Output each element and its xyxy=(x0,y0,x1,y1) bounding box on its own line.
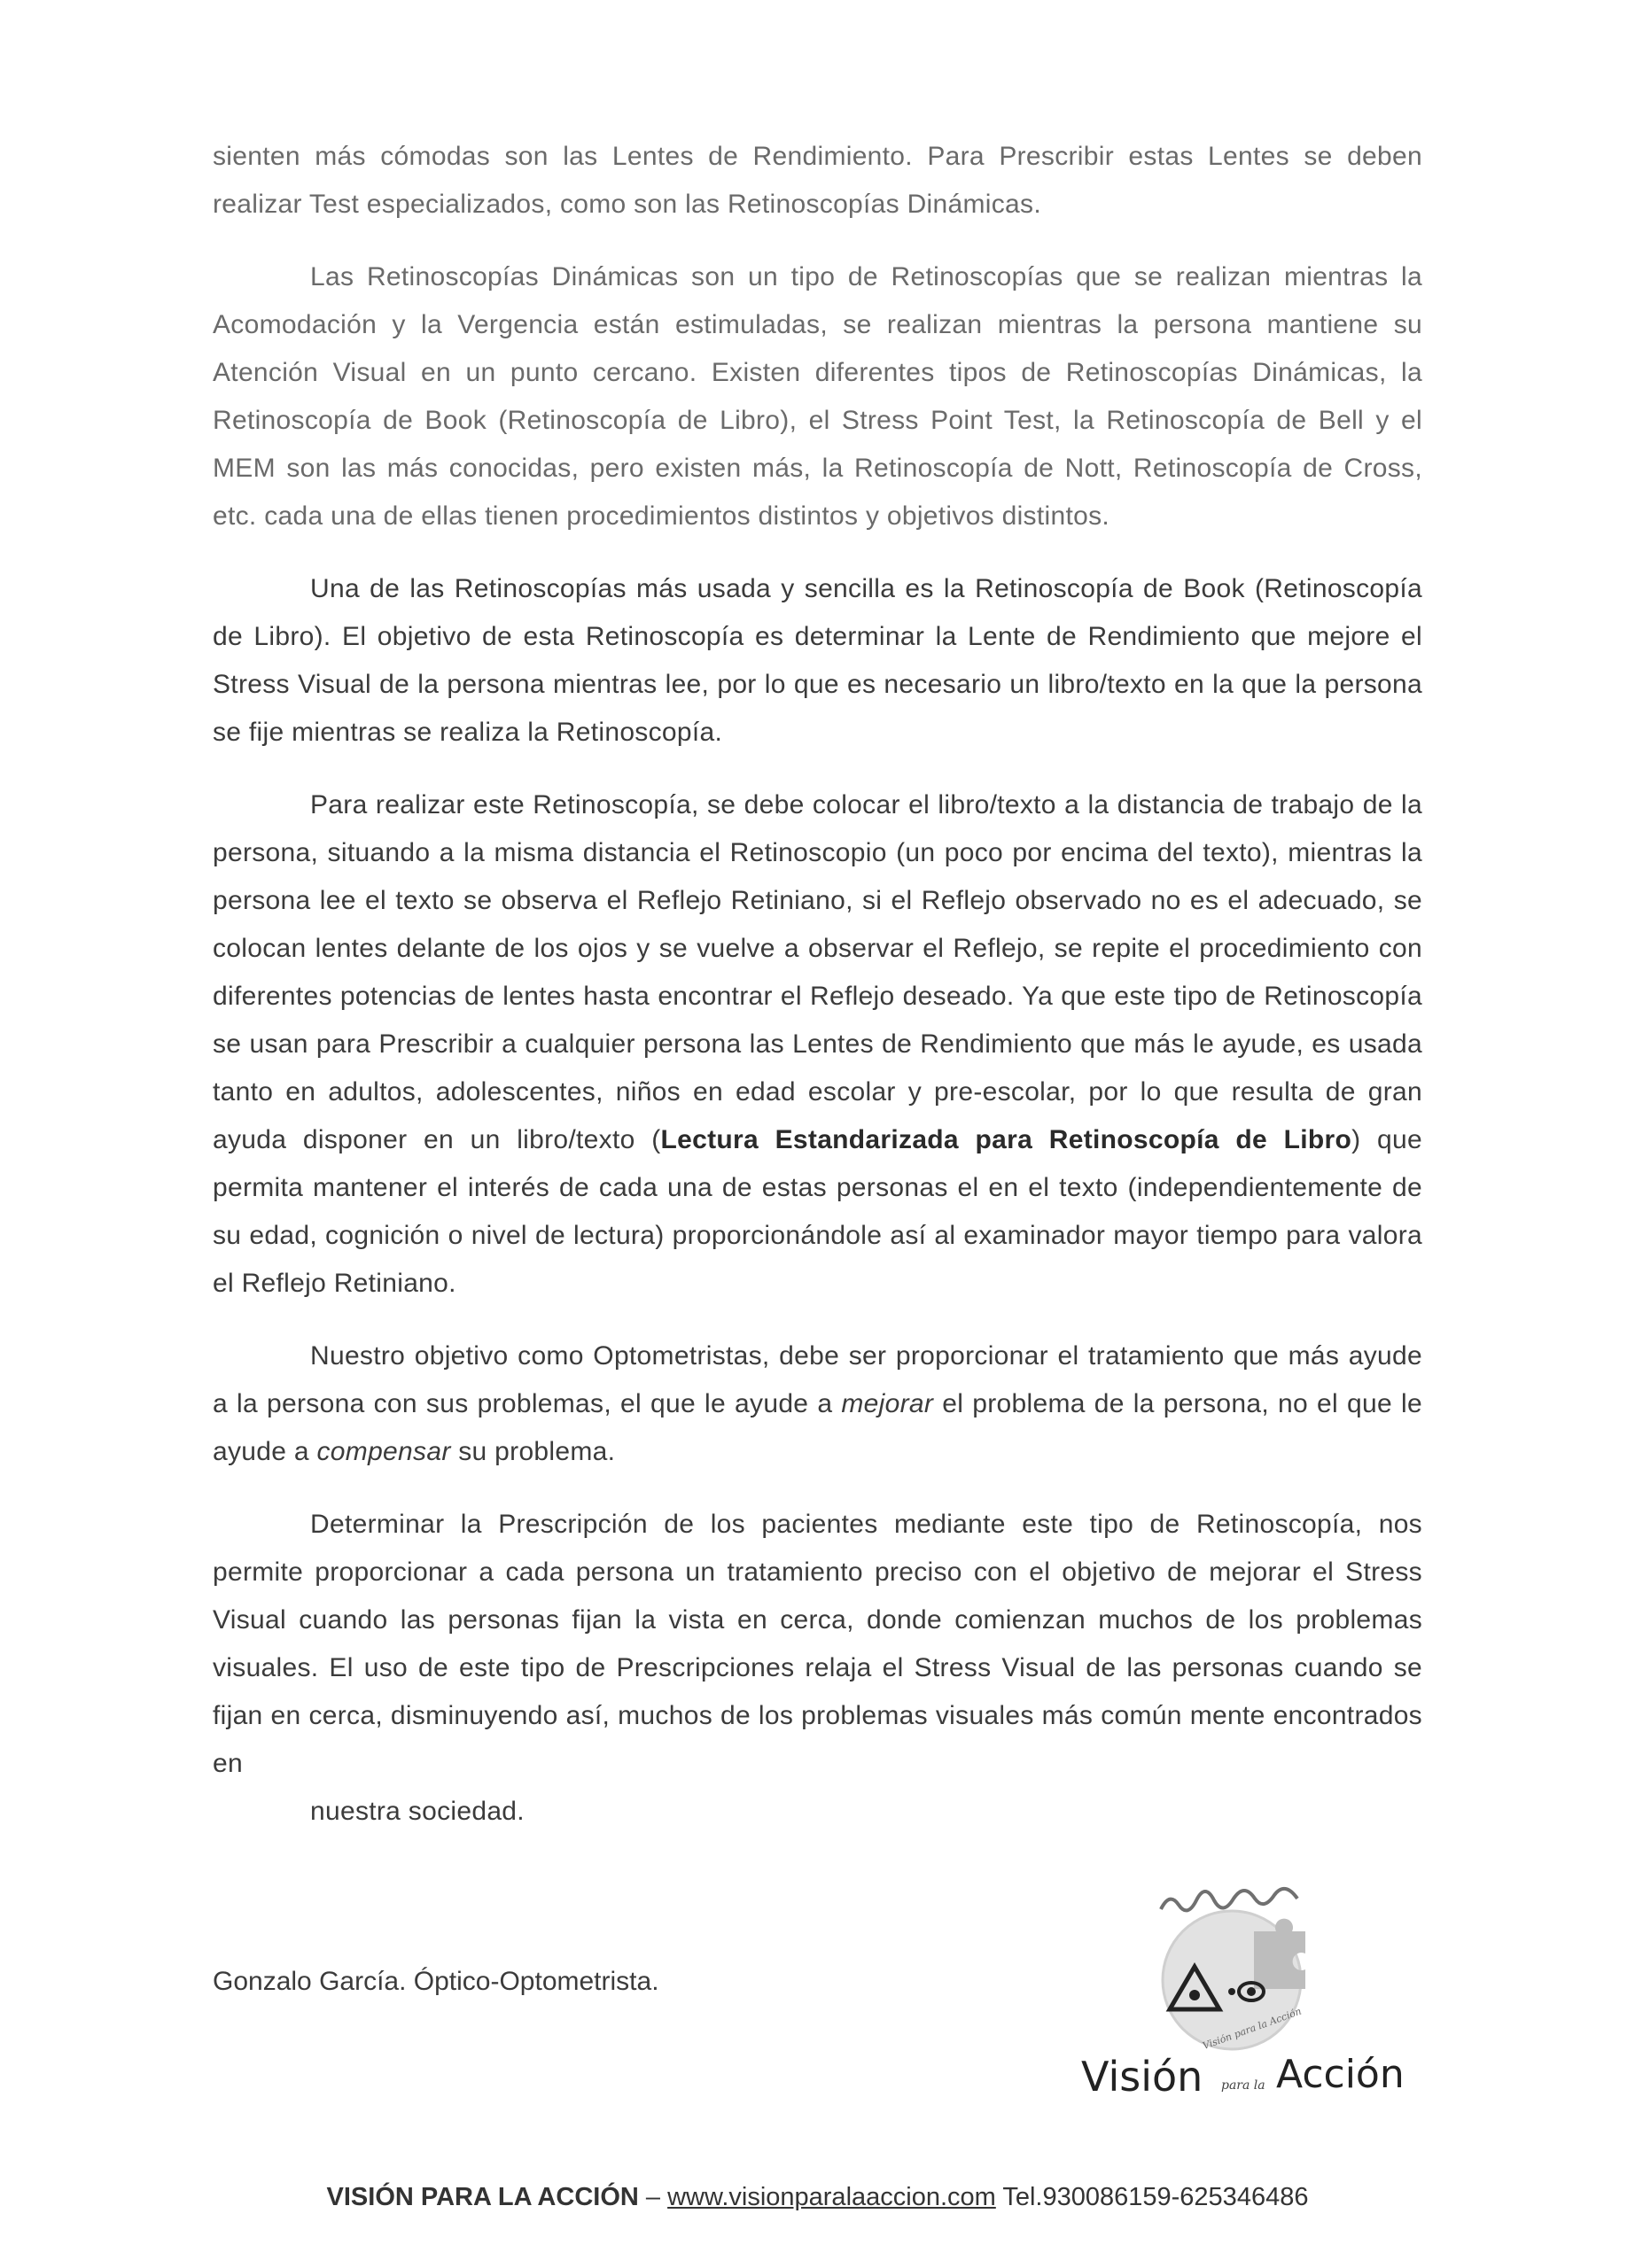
paragraph-6-text: Determinar la Prescripción de los pacientes mediante este tipo de Retinoscopía, nos permite proporcionar a cada persona un tratamiento preciso con el objetivo de mejorar el Stress Visual cuando las personas fijan la vista en cerca, donde comienzan muchos de los problemas visuales. El uso de este tipo de Prescripciones relaja el Stress Visual de las personas cuando se fijan en cerca, disminuyendo así, muchos de los problemas visuales más común mente encontrados en xyxy=(213,1510,1422,1778)
footer-website-link[interactable]: www.visionparalaaccion.com xyxy=(667,2183,996,2211)
logo-text-main: Visión xyxy=(1081,2053,1203,2101)
paragraph-4-text-b: ) que permita mantener el interés de cada una de estas personas el en el texto (independientemente de su edad, cognición o nivel de lectura) proporcionándole así al examinador mayor tiempo para valora el Reflejo Retiniano. xyxy=(213,1125,1422,1298)
footer xyxy=(0,2183,1635,2212)
paragraph-6 xyxy=(213,1501,1422,1836)
paragraph-5-text-a: Nuestro objetivo como Optometristas, debe ser proporcionar el tratamiento que más ayude a la persona con sus problemas, el que le ayude a xyxy=(213,1341,1422,1418)
paragraph-4 xyxy=(213,781,1422,1308)
paragraph-5-italic-mejorar: mejorar xyxy=(841,1389,934,1418)
paragraph-5 xyxy=(213,1332,1422,1476)
paragraph-2: Las Retinoscopías Dinámicas son un tipo de Retinoscopías que se realizan mientras la Acomodación y la Vergencia están estimuladas, se realizan mientras la persona mantiene su Atención Visual en un punto cercano. Existen diferentes tipos de Retinoscopías Dinámicas, la Retinoscopía de Book (Retinoscopía de Libro), el Stress Point Test, la Retinoscopía de Bell y el MEM son las más conocidas, pero existen más, la Retinoscopía de Nott, Retinoscopía de Cross, etc. cada una de ellas tienen procedimientos distintos y objetivos distintos. xyxy=(213,262,1422,531)
footer-dash: – xyxy=(645,2183,661,2211)
author-signature: Gonzalo García. Óptico-Optometrista. xyxy=(213,1967,659,1996)
paragraph-4-bold-title: Lectura Estandarizada para Retinoscopía de Libro xyxy=(660,1125,1352,1154)
paragraph-6-end: nuestra sociedad. xyxy=(310,1797,525,1826)
paragraph-3: Una de las Retinoscopías más usada y sencilla es la Retinoscopía de Book (Retinoscopía de Libro). El objetivo de esta Retinoscopía es determinar la Lente de Rendimiento que mejore el Stress Visual de la persona mientras lee, por lo que es necesario un libro/texto en la que la persona se fije mientras se realiza la Retinoscopía. xyxy=(213,574,1422,747)
document-body xyxy=(213,133,1422,1836)
logo-text-end: Acción xyxy=(1276,2052,1405,2097)
paragraph-1: sienten más cómodas son las Lentes de Rendimiento. Para Prescribir estas Lentes se deben realizar Test especializados, como son las Retinoscopías Dinámicas. xyxy=(213,142,1422,219)
paragraph-5-italic-compensar: compensar xyxy=(316,1437,451,1466)
footer-phone: Tel.930086159-625346486 xyxy=(1002,2183,1309,2211)
logo-ring-text: Visión para la Acción xyxy=(1201,2005,1304,2053)
paragraph-5-text-b: el problema de la persona, no el que le ayude a xyxy=(213,1389,1422,1466)
logo-text-small: para la xyxy=(1221,2078,1265,2093)
paragraph-5-text-c: su problema. xyxy=(450,1437,616,1466)
footer-brand: VISIÓN PARA LA ACCIÓN xyxy=(326,2183,639,2211)
vision-para-la-accion-logo xyxy=(1063,1878,1418,2109)
paragraph-4-text-a: Para realizar este Retinoscopía, se debe colocar el libro/texto a la distancia de trabajo de la persona, situando a la misma distancia el Retinoscopio (un poco por encima del texto), mientras la persona lee el texto se observa el Reflejo Retiniano, si el Reflejo observado no es el adecuado, se colocan lentes delante de los ojos y se vuelve a observar el Reflejo, se repite el procedimiento con diferentes potencias de lentes hasta encontrar el Reflejo deseado. Ya que este tipo de Retinoscopía se usan para Prescribir a cualquier persona las Lentes de Rendimiento que más le ayude, es usada tanto en adultos, adolescentes, niños en edad escolar y pre-escolar, por lo que resulta de gran ayuda disponer en un libro/texto ( xyxy=(213,790,1422,1154)
logo-squiggle-icon xyxy=(1161,1889,1297,1911)
